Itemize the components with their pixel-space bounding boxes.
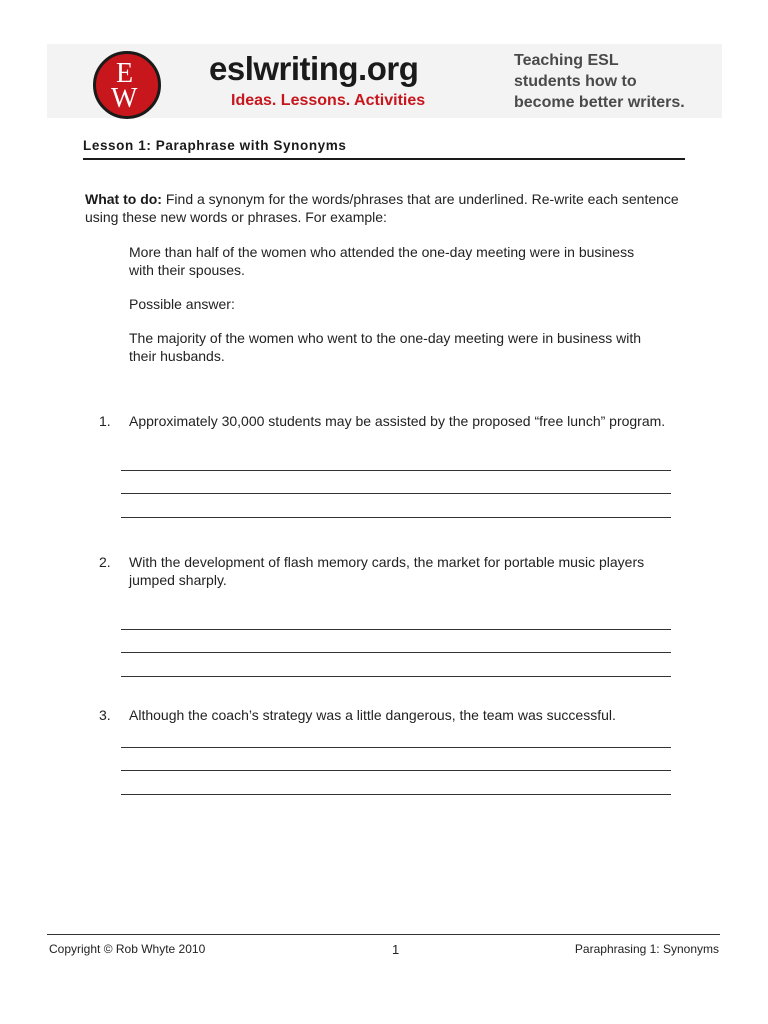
example-sentence: More than half of the women who attended the one-day meeting were in business with their spouses.: [129, 244, 635, 278]
footer-page-number: 1: [392, 942, 400, 957]
instructions: [85, 190, 685, 226]
instructions-label: What to do:: [85, 191, 162, 207]
question-number: 1.: [99, 413, 111, 429]
site-name: eslwriting.org: [209, 50, 419, 87]
answer-line: [121, 676, 671, 677]
question-item: [99, 412, 679, 430]
footer-copyright: Copyright © Rob Whyte 2010: [49, 942, 206, 956]
slogan-line: become better writers.: [514, 94, 685, 111]
instructions-text: Find a synonym for the words/phrases that are underlined. Re-write each sentence using these new words or phrases. For example:: [85, 191, 679, 225]
answer-line: [121, 517, 671, 518]
footer-divider: [47, 934, 720, 935]
title-divider: [83, 158, 685, 160]
footer-section-title: Paraphrasing 1: Synonyms: [574, 942, 719, 956]
answer-line: [121, 493, 671, 494]
question-number: 3.: [99, 707, 111, 723]
example-answer: The majority of the women who went to the one-day meeting were in business with their husbands.: [129, 330, 642, 364]
header-banner: [47, 44, 722, 118]
ew-logo: [93, 51, 161, 119]
question-text: Although the coach’s strategy was a little dangerous, the team was successful.: [129, 707, 616, 723]
slogan-line: students how to: [514, 73, 637, 90]
answer-line: [121, 652, 671, 653]
answer-line: [121, 470, 671, 471]
logo-letter-w: W: [111, 83, 138, 114]
question-item: [99, 553, 679, 589]
question-number: 2.: [99, 554, 111, 570]
lesson-title: Lesson 1: Paraphrase with Synonyms: [83, 138, 347, 153]
example-answer-label: Possible answer:: [129, 296, 235, 312]
question-text: Approximately 30,000 students may be assisted by the proposed “free lunch” program.: [129, 413, 666, 429]
slogan-line: Teaching ESL: [514, 52, 619, 69]
answer-line: [121, 770, 671, 771]
answer-line: [121, 747, 671, 748]
question-text: With the development of flash memory cards, the market for portable music players jumped sharply.: [129, 554, 645, 588]
site-tagline: Ideas. Lessons. Activities: [231, 92, 426, 109]
answer-line: [121, 794, 671, 795]
logo-letter-e: E: [116, 58, 134, 89]
question-item: [99, 706, 679, 724]
answer-line: [121, 629, 671, 630]
header-slogan: [514, 50, 685, 113]
